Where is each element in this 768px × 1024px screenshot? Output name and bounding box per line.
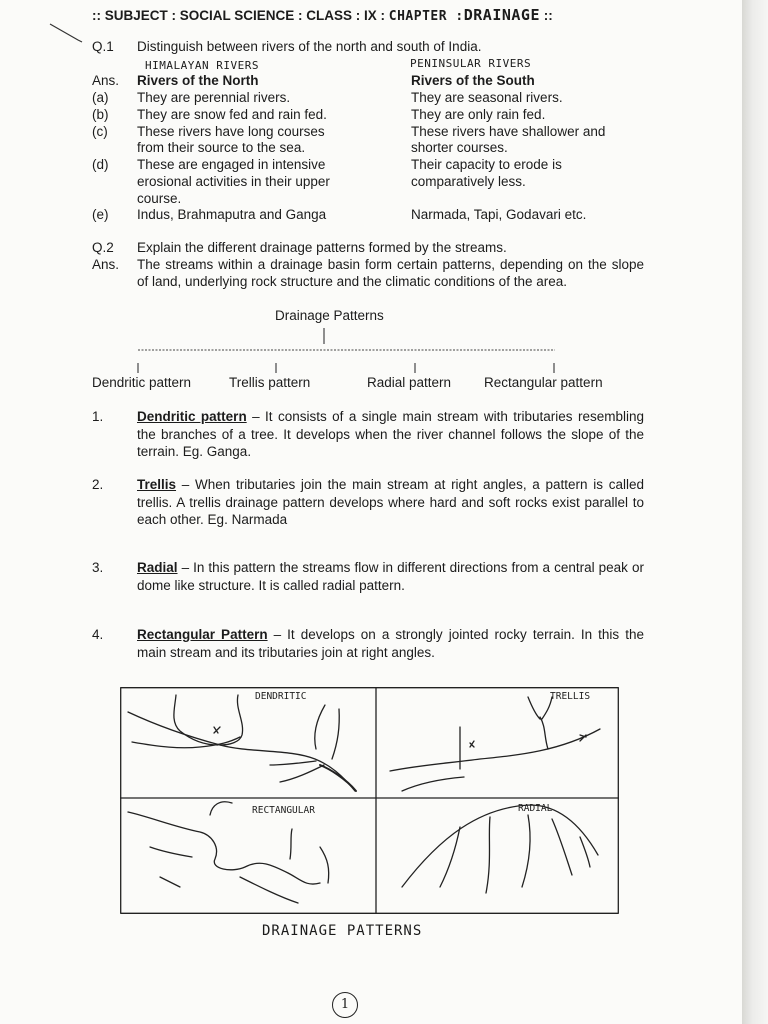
q1-col-left: Rivers of the North: [137, 73, 259, 88]
row-d-label: (d): [92, 157, 109, 172]
point-1-term: Dendritic pattern: [137, 409, 247, 424]
point-3-term: Radial: [137, 560, 178, 575]
row-b-right: They are only rain fed.: [411, 107, 546, 122]
row-b-label: (b): [92, 107, 109, 122]
tree-connectors: [130, 326, 570, 374]
row-d-left-3: course.: [137, 191, 182, 206]
header-chapter-name: DRAINAGE: [463, 6, 540, 24]
row-e-label: (e): [92, 207, 109, 222]
row-a-right: They are seasonal rivers.: [411, 90, 563, 105]
q1-note-right: PENINSULAR RIVERS: [410, 57, 532, 70]
row-b-left: They are snow fed and rain fed.: [137, 107, 327, 122]
row-a-label: (a): [92, 90, 109, 105]
q1-ans-label: Ans.: [92, 73, 120, 88]
q2-ans-label: Ans.: [92, 257, 120, 272]
q1-col-right: Rivers of the South: [411, 73, 535, 88]
q1-note-left: HIMALAYAN RIVERS: [145, 59, 259, 72]
point-1-text: – It consists of a single main stream with tributaries resembling the branches of a tree. It develops when the river channel follows the slope of the terrain. Eg. Ganga.: [137, 409, 644, 459]
point-4-text: – It develops on a strongly jointed rocky terrain. In this the main stream and its tributaries join at right angles.: [137, 627, 644, 660]
point-4: [137, 626, 644, 661]
point-4-term: Rectangular Pattern: [137, 627, 268, 642]
page-number: 1: [332, 992, 358, 1018]
q2-answer: The streams within a drainage basin form certain patterns, depending on the slope of land, underlying rock structure and the climatic conditions of the area.: [137, 257, 644, 289]
dendritic-sketch: [128, 695, 356, 791]
row-c-label: (c): [92, 124, 108, 139]
tree-title: Drainage Patterns: [275, 308, 384, 323]
point-1: [137, 408, 644, 461]
point-2: [137, 476, 644, 529]
point-3-text: – In this pattern the streams flow in different directions from a central peak or dome like structure. It is called radial pattern.: [137, 560, 644, 593]
row-d-right-1: Their capacity to erode is: [411, 157, 562, 172]
row-c-right-2: shorter courses.: [411, 140, 508, 155]
row-d-left-1: These are engaged in intensive: [137, 157, 326, 172]
drainage-patterns-diagram: [120, 687, 619, 914]
header-subject: :: SUBJECT : SOCIAL SCIENCE : CLASS : IX :: [92, 8, 389, 23]
row-d-right-2: comparatively less.: [411, 174, 526, 189]
row-e-left: Indus, Brahmaputra and Ganga: [137, 207, 327, 222]
point-2-num: 2.: [92, 477, 104, 492]
tree-item-dendritic: Dendritic pattern: [92, 375, 192, 390]
q1-question: Distinguish between rivers of the north and south of India.: [137, 39, 482, 54]
diagram-caption: DRAINAGE PATTERNS: [262, 923, 423, 939]
radial-sketch: [402, 805, 598, 893]
header-suffix: ::: [539, 8, 553, 23]
tree-item-trellis: Trellis pattern: [229, 375, 311, 390]
row-a-left: They are perennial rivers.: [137, 90, 291, 105]
header-chapter-label: CHAPTER :: [388, 9, 464, 24]
q2-question: Explain the different drainage patterns formed by the streams.: [137, 240, 507, 255]
pen-mark: [48, 20, 84, 46]
label-trellis: TRELLIS: [550, 691, 591, 702]
diagram-frame: [121, 688, 619, 914]
row-d-left-2: erosional activities in their upper: [137, 174, 330, 189]
point-3-num: 3.: [92, 560, 104, 575]
trellis-sketch: [390, 697, 600, 791]
q2-number: Q.2: [92, 240, 114, 255]
q1-number: Q.1: [92, 39, 114, 54]
label-dendritic: DENDRITIC: [255, 691, 307, 702]
point-1-num: 1.: [92, 409, 104, 424]
point-2-term: Trellis: [137, 477, 177, 492]
row-e-right: Narmada, Tapi, Godavari etc.: [411, 207, 587, 222]
row-c-left-1: These rivers have long courses: [137, 124, 325, 139]
row-c-left-2: from their source to the sea.: [137, 140, 306, 155]
row-c-right-1: These rivers have shallower and: [411, 124, 606, 139]
point-4-num: 4.: [92, 627, 104, 642]
label-radial: RADIAL: [518, 803, 553, 814]
label-rectangular: RECTANGULAR: [252, 805, 315, 816]
point-2-text: – When tributaries join the main stream at right angles, a pattern is called trellis. A trellis drainage pattern develops where hard and soft rocks exist parallel to each other. Eg. Narmada: [137, 477, 644, 527]
rectangular-sketch: [128, 802, 329, 903]
tree-item-rectangular: Rectangular pattern: [484, 375, 603, 390]
page-header: [92, 6, 553, 24]
page-edge: [742, 0, 768, 1024]
tree-item-radial: Radial pattern: [367, 375, 452, 390]
point-3: [137, 559, 644, 594]
